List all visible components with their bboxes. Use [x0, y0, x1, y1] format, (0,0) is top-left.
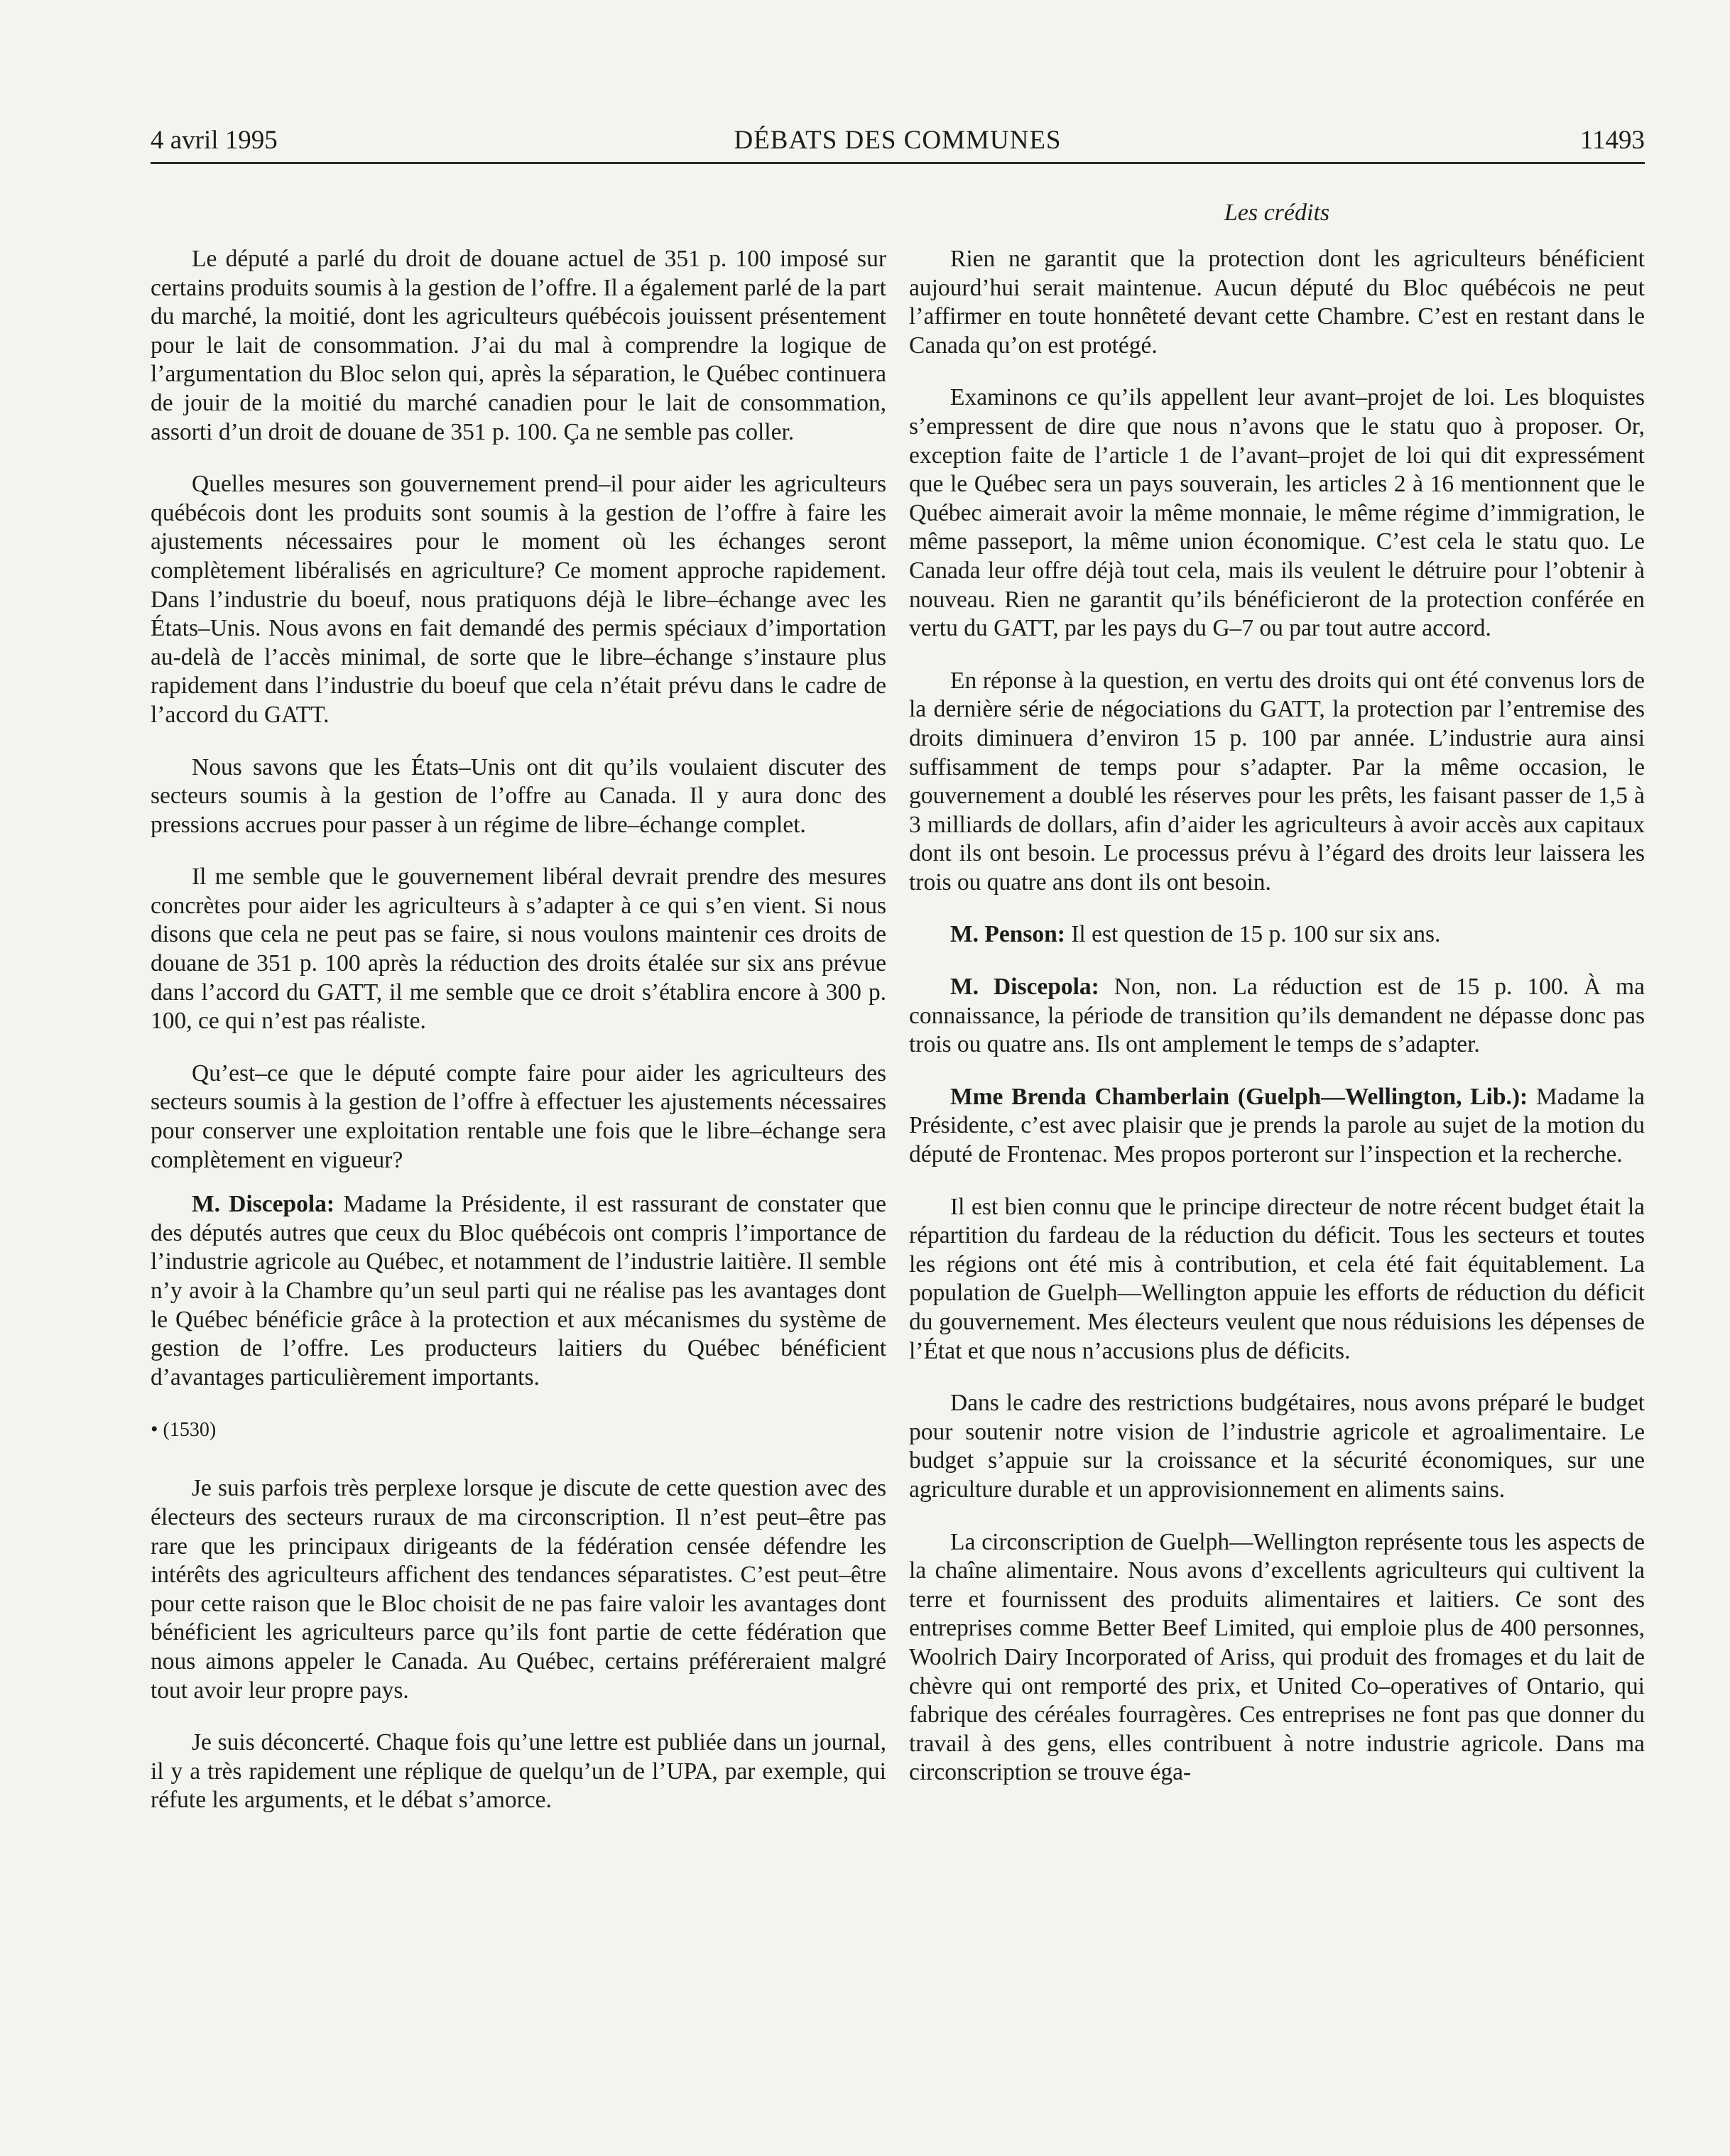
paragraph: Nous savons que les États–Unis ont dit qu’ils voulaient discuter des secteurs soumis à la gestion de l’offre au Canada. Il y aura donc des pressions accrues pour passer à un régime de libre–échange complet.	[151, 753, 886, 838]
right-column	[909, 245, 1645, 1811]
speaker-name: Mme Brenda Chamberlain (Guelph—Wellington, Lib.):	[950, 1083, 1528, 1110]
bullet-icon: •	[151, 1417, 158, 1442]
time-marker-text: (1530)	[163, 1419, 217, 1442]
speech-paragraph	[909, 973, 1645, 1060]
speech-text: Madame la Présidente, il est rassurant de constater que des députés autres que ceux du Bloc québécois ont compris l’importance de l’industrie agricole au Québec, et notamment de l’industrie laitière. Il semble n’y avoir à la Chambre qu’un seul parti qui ne réalise pas les avantages dont le Québec bénéficie grâce à la protection et aux mécanismes du système de gestion de l’offre. Les producteurs laitiers du Québec bénéficient d’avantages particulièrement importants.	[151, 1191, 886, 1390]
speaker-name: M. Discepola:	[950, 974, 1099, 1001]
speaker-name: M. Discepola:	[192, 1191, 335, 1218]
speech-text: Non, non. La réduction est de 15 p. 100. À ma connaissance, la période de transition qu’ils demandent ne dépasse donc pas trois ou quatre ans. Ils ont amplement le temps de s’adapter.	[909, 974, 1645, 1058]
paragraph: Le député a parlé du droit de douane actuel de 351 p. 100 imposé sur certains produits soumis à la gestion de l’offre. Il a également parlé de la part du marché, la moitié, dont les agriculteurs québécois jouissent présentement pour le lait de consommation. J’ai du mal à comprendre la logique de l’argumentation du Bloc selon qui, après la séparation, le Québec continuera de jouir de la moitié du marché canadien pour le lait de consommation, assorti d’un droit de douane de 351 p. 100. Ça ne semble pas coller.	[151, 246, 886, 445]
paragraph: Rien ne garantit que la protection dont les agriculteurs bénéficient aujourd’hui serait maintenue. Aucun député du Bloc québécois ne peut l’affirmer en toute honnêteté devant cette Chambre. C’est en restant dans le Canada qu’on est protégé.	[909, 246, 1645, 359]
page-header	[151, 121, 1645, 160]
paragraph: Je suis déconcerté. Chaque fois qu’une lettre est publiée dans un journal, il y a très rapidement une réplique de quelqu’un de l’UPA, par exemple, qui réfute les arguments, et le débat s’amorce.	[151, 1729, 886, 1814]
paragraph: Quelles mesures son gouvernement prend–il pour aider les agriculteurs québécois dont les produits sont soumis à la gestion de l’offre à faire les ajustements nécessaires pour le moment où les échanges seront complètement libéralisés en agriculture? Ce moment approche rapidement. Dans l’industrie du boeuf, nous pratiquons déjà le libre–échange avec les États–Unis. Nous avons en fait demandé des permis spéciaux d’importation au-delà de l’accès minimal, de sorte que le libre–échange s’instaure plus rapidement dans l’industrie du boeuf que cela n’était prévu dans le cadre de l’accord du GATT.	[151, 471, 886, 728]
speaker-name: M. Penson:	[950, 921, 1065, 948]
header-date: 4 avril 1995	[151, 126, 278, 155]
time-marker	[151, 1415, 886, 1444]
header-title: DÉBATS DES COMMUNES	[734, 126, 1062, 155]
speech-text: Il est question de 15 p. 100 sur six ans.	[1065, 921, 1441, 948]
speech-paragraph	[151, 1190, 886, 1392]
section-subhead: Les crédits	[1224, 200, 1330, 226]
speech-paragraph	[909, 920, 1645, 949]
speech-paragraph	[909, 1083, 1645, 1170]
left-column	[151, 245, 886, 1839]
header-page-number: 11493	[1579, 126, 1645, 155]
paragraph: Je suis parfois très perplexe lorsque je discute de cette question avec des électeurs des secteurs ruraux de ma circonscription. Il n’est peut–être pas rare que les principaux dirigeants de la fédération censée défendre les intérêts des agriculteurs affichent des tendances séparatistes. C’est peut–être pour cette raison que le Bloc choisit de ne pas faire valoir les avantages dont bénéficient les agriculteurs parce qu’ils font partie de cette fédération que nous aimons appeler le Canada. Au Québec, certains préféreraient malgré tout avoir leur propre pays.	[151, 1475, 886, 1704]
paragraph: Dans le cadre des restrictions budgétaires, nous avons préparé le budget pour soutenir notre vision de l’industrie agricole et agroalimentaire. Le budget s’appuie sur la croissance et la sécurité économiques, sur une agriculture durable et un approvisionnement en aliments sains.	[909, 1390, 1645, 1503]
paragraph: En réponse à la question, en vertu des droits qui ont été convenus lors de la dernière série de négociations du GATT, la protection par l’entremise des droits diminuera d’environ 15 p. 100 par année. L’industrie aura ainsi suffisamment de temps pour s’adapter. Par la même occasion, le gouvernement a doublé les réserves pour les prêts, les faisant passer de 1,5 à 3 milliards de dollars, afin d’aider les agriculteurs à avoir accès aux capitaux dont ils ont besoin. Le processus prévu à l’égard des droits leur laissera les trois ou quatre ans dont ils ont besoin.	[909, 667, 1645, 895]
speech-text: Madame la Présidente, c’est avec plaisir que je prends la parole au sujet de la motion du député de Frontenac. Mes propos porteront sur l’inspection et la recherche.	[909, 1083, 1645, 1168]
paragraph: Examinons ce qu’ils appellent leur avant–projet de loi. Les bloquistes s’empressent de dire que nous n’avons que le statu quo à proposer. Or, exception faite de l’article 1 de l’avant–projet de loi qui dit expressément que le Québec sera un pays souverain, les articles 2 à 16 mentionnent que le Québec aimerait avoir la même monnaie, le même régime d’immigration, le même passeport, la même union économique. C’est cela le statu quo. Le Canada leur offre déjà tout cela, mais ils veulent le détruire pour l’obtenir à nouveau. Rien ne garantit qu’ils bénéficieront de la protection conférée en vertu du GATT, par les pays du G–7 ou par tout autre accord.	[909, 384, 1645, 642]
paragraph: Il me semble que le gouvernement libéral devrait prendre des mesures concrètes pour aider les agriculteurs à s’adapter à ce qui s’en vient. Si nous disons que cela ne peut pas se faire, si nous voulons maintenir ces droits de douane de 351 p. 100 après la réduction des droits étalée sur six ans prévue dans l’accord du GATT, il me semble que ce droit s’établira encore à 300 p. 100, ce qui n’est pas réaliste.	[151, 864, 886, 1035]
paragraph: Qu’est–ce que le député compte faire pour aider les agriculteurs des secteurs soumis à la gestion de l’offre à effectuer les ajustements nécessaires pour conserver une exploitation rentable une fois que le libre–échange sera complètement en vigueur?	[151, 1060, 886, 1173]
paragraph: Il est bien connu que le principe directeur de notre récent budget était la répartition du fardeau de la réduction du déficit. Tous les secteurs et toutes les régions ont été mis à contribution, et cela été fait équitablement. La population de Guelph—Wellington appuie les efforts de réduction du déficit du gouvernement. Mes électeurs veulent que nous réduisions les dépenses de l’État et que nous n’accusions plus de déficits.	[909, 1193, 1645, 1364]
paragraph: La circonscription de Guelph—Wellington représente tous les aspects de la chaîne alimentaire. Nous avons d’excellents agriculteurs qui cultivent la terre et fournissent des produits alimentaires et laitiers. Ce sont des entreprises comme Better Beef Limited, qui emploie plus de 400 personnes, Woolrich Dairy Incorporated of Ariss, qui produit des fromages et du lait de chèvre qui ont remporté des prix, et United Co–operatives of Ontario, qui fabrique des céréales fourragères. Ces entreprises ne font pas que donner du travail à des gens, elles contribuent à notre industrie agricole. Dans ma circonscription se trouve éga-	[909, 1528, 1645, 1786]
header-rule	[151, 162, 1645, 164]
